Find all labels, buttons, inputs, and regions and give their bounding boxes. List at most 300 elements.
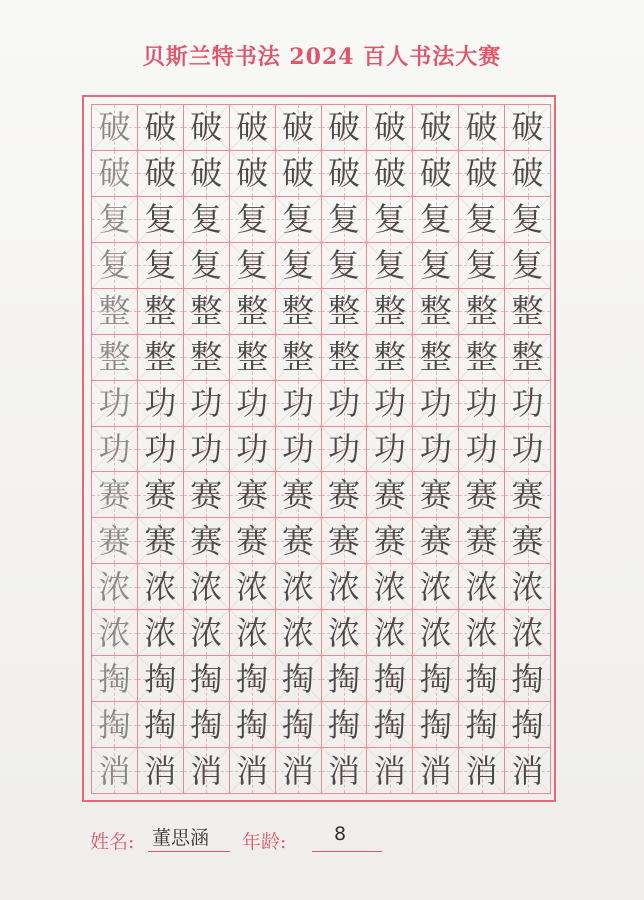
grid-cell xyxy=(413,151,459,197)
grid-cell xyxy=(413,427,459,473)
practice-character: 功 xyxy=(327,384,360,423)
practice-character: 赛 xyxy=(465,475,498,514)
practice-character: 赛 xyxy=(511,475,544,514)
practice-character: 浓 xyxy=(236,613,269,652)
practice-character: 功 xyxy=(98,429,131,468)
practice-character: 消 xyxy=(419,751,452,790)
practice-character: 整 xyxy=(465,292,498,331)
name-label: 姓名: xyxy=(90,831,135,853)
practice-character: 复 xyxy=(327,246,360,285)
grid-cell xyxy=(367,610,413,656)
practice-character: 赛 xyxy=(511,521,544,560)
practice-character: 消 xyxy=(511,751,544,790)
grid-cell xyxy=(230,748,276,794)
grid-cell xyxy=(322,518,368,564)
practice-character: 赛 xyxy=(98,475,131,514)
practice-character: 复 xyxy=(419,200,452,239)
practice-character: 整 xyxy=(511,338,544,377)
practice-character: 掏 xyxy=(98,705,131,744)
practice-character: 赛 xyxy=(419,475,452,514)
grid-cell xyxy=(92,335,138,381)
grid-cell xyxy=(230,151,276,197)
practice-character: 复 xyxy=(190,246,223,285)
grid-cell xyxy=(322,151,368,197)
practice-character: 掏 xyxy=(236,705,269,744)
practice-character: 复 xyxy=(373,246,406,285)
practice-character: 破 xyxy=(190,154,223,193)
grid-cell xyxy=(322,564,368,610)
grid-cell xyxy=(459,151,505,197)
practice-character: 功 xyxy=(144,429,177,468)
practice-character: 整 xyxy=(236,338,269,377)
practice-character: 掏 xyxy=(144,659,177,698)
age-value: 8 xyxy=(334,823,347,845)
practice-character: 复 xyxy=(282,200,315,239)
grid-cell xyxy=(138,197,184,243)
grid-cell xyxy=(459,427,505,473)
practice-character: 整 xyxy=(144,292,177,331)
practice-character: 功 xyxy=(144,384,177,423)
grid-cell xyxy=(92,518,138,564)
page-title: 贝斯兰特书法 2024 百人书法大赛 xyxy=(142,44,502,70)
practice-character: 浓 xyxy=(419,567,452,606)
grid-cell xyxy=(276,656,322,702)
grid-cell xyxy=(459,656,505,702)
grid-cell xyxy=(367,105,413,151)
grid-cell xyxy=(459,289,505,335)
grid-cell xyxy=(138,564,184,610)
practice-character: 复 xyxy=(511,200,544,239)
practice-character: 浓 xyxy=(419,613,452,652)
grid-cell xyxy=(184,518,230,564)
name-value: 董思涵 xyxy=(152,827,210,849)
grid-cell xyxy=(276,335,322,381)
grid-cell xyxy=(505,656,551,702)
grid-cell xyxy=(322,472,368,518)
practice-character: 浓 xyxy=(236,567,269,606)
practice-character: 功 xyxy=(98,384,131,423)
grid-cell xyxy=(322,427,368,473)
grid-cell xyxy=(505,197,551,243)
practice-character: 破 xyxy=(465,108,498,147)
grid-cell xyxy=(276,105,322,151)
practice-character: 复 xyxy=(98,200,131,239)
grid-cell xyxy=(230,518,276,564)
practice-character: 功 xyxy=(190,429,223,468)
practice-character: 掏 xyxy=(190,705,223,744)
grid-cell xyxy=(276,518,322,564)
practice-character: 赛 xyxy=(373,521,406,560)
grid-cell xyxy=(276,197,322,243)
grid-cell xyxy=(367,197,413,243)
practice-character: 功 xyxy=(190,384,223,423)
grid-cell xyxy=(367,518,413,564)
grid-cell xyxy=(459,610,505,656)
grid-cell xyxy=(230,427,276,473)
practice-character: 复 xyxy=(419,246,452,285)
grid-cell xyxy=(230,197,276,243)
grid-cell xyxy=(184,748,230,794)
grid-cell xyxy=(459,702,505,748)
practice-character: 破 xyxy=(465,154,498,193)
practice-character: 破 xyxy=(511,108,544,147)
grid-cell xyxy=(367,381,413,427)
practice-character: 浓 xyxy=(190,567,223,606)
grid-cell xyxy=(184,610,230,656)
practice-character: 赛 xyxy=(190,521,223,560)
practice-character: 功 xyxy=(511,429,544,468)
practice-character: 浓 xyxy=(190,613,223,652)
grid-cell xyxy=(92,610,138,656)
practice-character: 赛 xyxy=(144,475,177,514)
practice-character: 功 xyxy=(511,384,544,423)
practice-character: 破 xyxy=(144,154,177,193)
grid-cell xyxy=(413,748,459,794)
grid-cell xyxy=(505,748,551,794)
grid-cell xyxy=(138,518,184,564)
practice-character: 破 xyxy=(282,108,315,147)
grid-cell xyxy=(322,702,368,748)
practice-character: 功 xyxy=(327,429,360,468)
practice-character: 赛 xyxy=(236,521,269,560)
grid-cell xyxy=(367,243,413,289)
practice-character: 赛 xyxy=(282,521,315,560)
grid-cell xyxy=(459,335,505,381)
practice-character: 功 xyxy=(419,429,452,468)
grid-cell xyxy=(459,748,505,794)
grid-cell xyxy=(230,105,276,151)
practice-character: 赛 xyxy=(419,521,452,560)
grid-cell xyxy=(367,702,413,748)
practice-character: 掏 xyxy=(511,659,544,698)
practice-character: 浓 xyxy=(144,613,177,652)
grid-cell xyxy=(505,427,551,473)
grid-cell xyxy=(138,381,184,427)
practice-character: 整 xyxy=(190,292,223,331)
grid-cell xyxy=(367,656,413,702)
grid-cell xyxy=(138,610,184,656)
practice-character: 整 xyxy=(236,292,269,331)
practice-character: 赛 xyxy=(327,521,360,560)
grid-cell xyxy=(138,335,184,381)
age-label: 年龄: xyxy=(242,831,287,853)
practice-character: 浓 xyxy=(327,613,360,652)
grid-cell xyxy=(184,702,230,748)
practice-character: 消 xyxy=(98,751,131,790)
grid-cell xyxy=(276,702,322,748)
grid-cell xyxy=(322,748,368,794)
practice-character: 浓 xyxy=(511,613,544,652)
practice-character: 赛 xyxy=(327,475,360,514)
practice-character: 破 xyxy=(236,154,269,193)
practice-character: 破 xyxy=(419,154,452,193)
grid-cell xyxy=(138,702,184,748)
grid-cell xyxy=(92,748,138,794)
grid-cell xyxy=(459,197,505,243)
practice-character: 复 xyxy=(465,200,498,239)
grid-cell xyxy=(459,564,505,610)
practice-character: 复 xyxy=(282,246,315,285)
grid-cell xyxy=(505,472,551,518)
practice-character: 功 xyxy=(373,384,406,423)
practice-character: 整 xyxy=(327,292,360,331)
practice-character: 整 xyxy=(98,292,131,331)
practice-character: 掏 xyxy=(327,659,360,698)
practice-character: 功 xyxy=(236,384,269,423)
practice-character: 功 xyxy=(465,384,498,423)
grid-cell xyxy=(276,381,322,427)
practice-character: 复 xyxy=(465,246,498,285)
grid-cell xyxy=(459,472,505,518)
grid-cell xyxy=(184,381,230,427)
grid-cell xyxy=(92,197,138,243)
grid-cell xyxy=(92,702,138,748)
practice-character: 破 xyxy=(511,154,544,193)
grid-cell xyxy=(413,472,459,518)
practice-grid xyxy=(91,104,551,794)
practice-character: 掏 xyxy=(419,705,452,744)
grid-cell xyxy=(184,335,230,381)
grid-cell xyxy=(184,472,230,518)
grid-cell xyxy=(230,335,276,381)
grid-cell xyxy=(92,381,138,427)
grid-cell xyxy=(276,748,322,794)
grid-cell xyxy=(322,197,368,243)
grid-cell xyxy=(138,105,184,151)
practice-character: 消 xyxy=(236,751,269,790)
practice-character: 功 xyxy=(282,429,315,468)
practice-character: 浓 xyxy=(373,567,406,606)
practice-character: 复 xyxy=(236,246,269,285)
grid-cell xyxy=(413,289,459,335)
grid-cell xyxy=(138,243,184,289)
grid-cell xyxy=(505,610,551,656)
practice-character: 掏 xyxy=(465,705,498,744)
practice-character: 破 xyxy=(98,108,131,147)
grid-cell xyxy=(459,518,505,564)
practice-character: 破 xyxy=(282,154,315,193)
grid-cell xyxy=(184,151,230,197)
grid-cell xyxy=(276,289,322,335)
grid-cell xyxy=(184,427,230,473)
footer xyxy=(90,823,644,859)
grid-cell xyxy=(459,105,505,151)
practice-character: 掏 xyxy=(373,659,406,698)
practice-character: 整 xyxy=(373,338,406,377)
practice-character: 功 xyxy=(373,429,406,468)
grid-cell xyxy=(505,105,551,151)
grid-cell xyxy=(276,564,322,610)
grid-cell xyxy=(138,289,184,335)
grid-cell xyxy=(367,151,413,197)
practice-character: 破 xyxy=(144,108,177,147)
practice-character: 浓 xyxy=(144,567,177,606)
grid-cell xyxy=(276,472,322,518)
practice-character: 整 xyxy=(144,338,177,377)
grid-cell xyxy=(322,610,368,656)
practice-character: 浓 xyxy=(327,567,360,606)
grid-cell xyxy=(230,564,276,610)
practice-character: 整 xyxy=(282,292,315,331)
grid-cell xyxy=(367,427,413,473)
grid-cell xyxy=(413,610,459,656)
grid-cell xyxy=(138,748,184,794)
practice-character: 功 xyxy=(419,384,452,423)
practice-character: 整 xyxy=(282,338,315,377)
practice-character: 浓 xyxy=(511,567,544,606)
practice-character: 掏 xyxy=(144,705,177,744)
practice-character: 掏 xyxy=(98,659,131,698)
practice-character: 复 xyxy=(98,246,131,285)
grid-cell xyxy=(230,289,276,335)
grid-cell xyxy=(322,243,368,289)
name-underline xyxy=(148,851,230,852)
grid-cell xyxy=(276,243,322,289)
grid-cell xyxy=(92,289,138,335)
practice-character: 破 xyxy=(373,108,406,147)
grid-cell xyxy=(230,610,276,656)
practice-character: 整 xyxy=(98,338,131,377)
practice-character: 整 xyxy=(465,338,498,377)
practice-character: 赛 xyxy=(465,521,498,560)
practice-character: 赛 xyxy=(373,475,406,514)
grid-cell xyxy=(276,610,322,656)
practice-character: 破 xyxy=(236,108,269,147)
practice-character: 复 xyxy=(327,200,360,239)
practice-character: 整 xyxy=(373,292,406,331)
grid-cell xyxy=(505,243,551,289)
grid-cell xyxy=(92,427,138,473)
grid-cell xyxy=(413,702,459,748)
practice-character: 破 xyxy=(327,154,360,193)
practice-character: 破 xyxy=(98,154,131,193)
grid-cell xyxy=(413,381,459,427)
practice-character: 整 xyxy=(419,292,452,331)
grid-cell xyxy=(230,702,276,748)
practice-character: 破 xyxy=(373,154,406,193)
grid-cell xyxy=(138,427,184,473)
practice-character: 整 xyxy=(419,338,452,377)
practice-character: 破 xyxy=(190,108,223,147)
practice-character: 复 xyxy=(373,200,406,239)
practice-character: 浓 xyxy=(282,567,315,606)
grid-cell xyxy=(184,105,230,151)
practice-character: 赛 xyxy=(144,521,177,560)
practice-character: 复 xyxy=(190,200,223,239)
grid-cell xyxy=(276,151,322,197)
grid-cell xyxy=(413,197,459,243)
practice-character: 消 xyxy=(282,751,315,790)
practice-character: 掏 xyxy=(373,705,406,744)
practice-character: 赛 xyxy=(236,475,269,514)
grid-cell xyxy=(505,518,551,564)
grid-cell xyxy=(138,151,184,197)
practice-character: 整 xyxy=(511,292,544,331)
grid-cell xyxy=(92,564,138,610)
practice-character: 整 xyxy=(190,338,223,377)
grid-cell xyxy=(505,151,551,197)
practice-character: 功 xyxy=(282,384,315,423)
grid-cell xyxy=(92,151,138,197)
grid-cell xyxy=(184,197,230,243)
grid-cell xyxy=(138,656,184,702)
practice-character: 消 xyxy=(373,751,406,790)
practice-character: 整 xyxy=(327,338,360,377)
practice-character: 复 xyxy=(511,246,544,285)
grid-cell xyxy=(367,472,413,518)
grid-cell xyxy=(505,381,551,427)
practice-character: 浓 xyxy=(98,613,131,652)
grid-cell xyxy=(505,335,551,381)
grid-cell xyxy=(413,335,459,381)
grid-cell xyxy=(367,564,413,610)
grid-cell xyxy=(367,335,413,381)
practice-character: 消 xyxy=(144,751,177,790)
practice-character: 掏 xyxy=(327,705,360,744)
practice-character: 赛 xyxy=(282,475,315,514)
practice-character: 掏 xyxy=(282,659,315,698)
grid-cell xyxy=(230,656,276,702)
practice-character: 掏 xyxy=(236,659,269,698)
practice-character: 消 xyxy=(327,751,360,790)
grid-cell xyxy=(184,564,230,610)
grid-cell xyxy=(322,105,368,151)
grid-cell xyxy=(230,472,276,518)
grid-cell xyxy=(413,564,459,610)
practice-character: 功 xyxy=(236,429,269,468)
practice-character: 浓 xyxy=(373,613,406,652)
grid-cell xyxy=(322,289,368,335)
grid-cell xyxy=(184,243,230,289)
grid-cell xyxy=(92,243,138,289)
practice-character: 掏 xyxy=(465,659,498,698)
grid-cell xyxy=(505,702,551,748)
practice-character: 消 xyxy=(190,751,223,790)
practice-character: 复 xyxy=(144,200,177,239)
grid-cell xyxy=(184,656,230,702)
grid-cell xyxy=(505,564,551,610)
practice-character: 复 xyxy=(236,200,269,239)
practice-character: 破 xyxy=(419,108,452,147)
practice-character: 掏 xyxy=(282,705,315,744)
practice-character: 复 xyxy=(144,246,177,285)
grid-cell xyxy=(413,105,459,151)
grid-cell xyxy=(459,381,505,427)
grid-cell xyxy=(92,656,138,702)
grid-cell xyxy=(92,472,138,518)
grid-cell xyxy=(413,243,459,289)
grid-cell xyxy=(138,472,184,518)
grid-cell xyxy=(184,289,230,335)
grid-cell xyxy=(459,243,505,289)
practice-character: 浓 xyxy=(465,613,498,652)
practice-character: 赛 xyxy=(98,521,131,560)
grid-cell xyxy=(367,748,413,794)
practice-character: 消 xyxy=(465,751,498,790)
grid-cell xyxy=(230,243,276,289)
practice-character: 浓 xyxy=(282,613,315,652)
grid-cell xyxy=(322,335,368,381)
grid-cell xyxy=(322,381,368,427)
practice-character: 掏 xyxy=(190,659,223,698)
practice-character: 赛 xyxy=(190,475,223,514)
practice-character: 掏 xyxy=(511,705,544,744)
grid-cell xyxy=(230,381,276,427)
practice-character: 浓 xyxy=(465,567,498,606)
practice-character: 破 xyxy=(327,108,360,147)
grid-cell xyxy=(276,427,322,473)
grid-cell xyxy=(413,518,459,564)
